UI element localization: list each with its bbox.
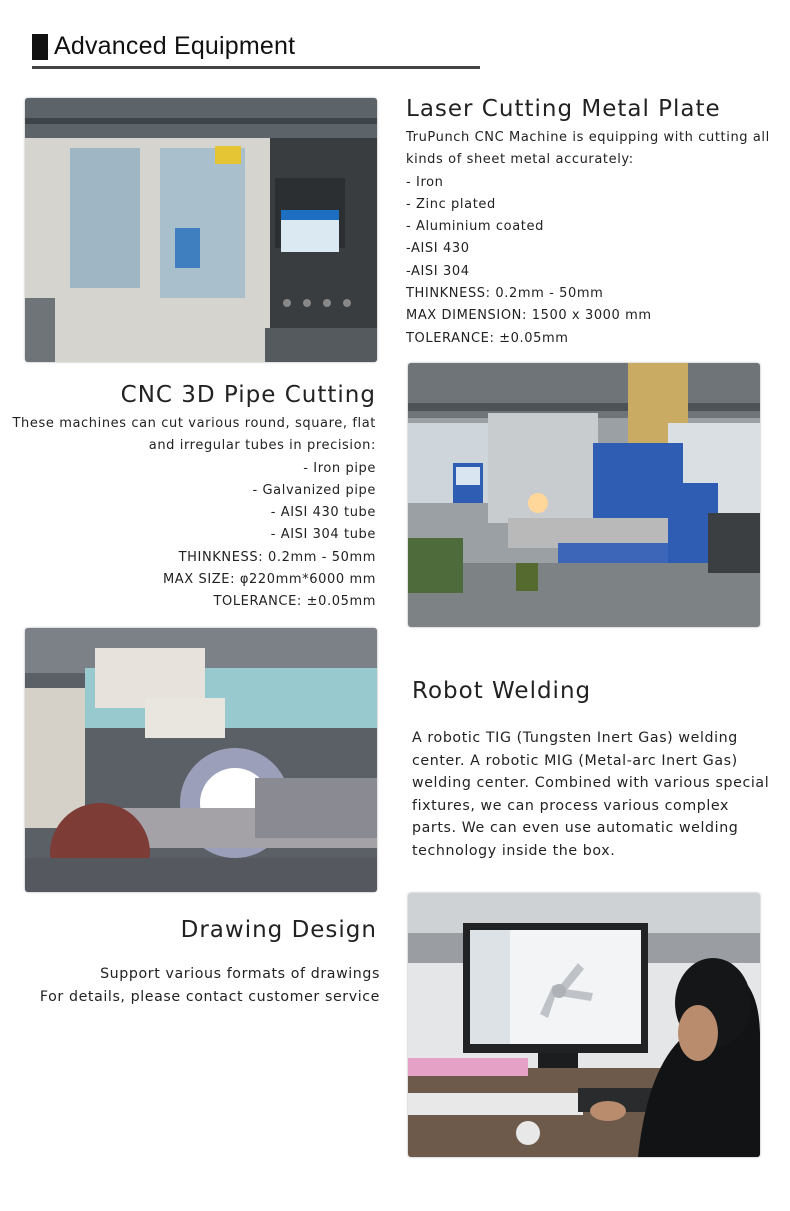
laser-line: - Aluminium coated — [406, 219, 544, 235]
welding-description — [412, 727, 769, 862]
pipe-line: - Iron pipe — [303, 460, 376, 476]
laser-line: TOLERANCE: ±0.05mm — [406, 330, 569, 346]
design-line: Support various formats of drawings — [100, 966, 380, 982]
welding-line: parts. We can even use automatic welding — [412, 820, 739, 836]
pipe-line: TOLERANCE: ±0.05mm — [213, 594, 376, 610]
design-description — [10, 963, 380, 1008]
laser-line: kinds of sheet metal accurately: — [406, 152, 634, 168]
header-underline — [32, 66, 480, 69]
robot-welding-photo — [25, 628, 377, 892]
pipe-line: THINKNESS: 0.2mm - 50mm — [178, 549, 376, 565]
pipe-line: These machines can cut various round, square, flat — [12, 416, 376, 431]
laser-line: -AISI 304 — [406, 263, 470, 279]
laser-line: TruPunch CNC Machine is equipping with cutting all — [406, 130, 770, 145]
welding-line: fixtures, we can process various complex — [412, 797, 729, 814]
drawing-design-photo — [408, 893, 760, 1157]
laser-line: - Iron — [406, 174, 444, 190]
pipe-line: - AISI 304 tube — [270, 527, 376, 543]
pipe-line: and irregular tubes in precision: — [148, 438, 376, 454]
header-marker — [32, 34, 48, 60]
laser-line: MAX DIMENSION: 1500 x 3000 mm — [406, 308, 652, 324]
section-title: Advanced Equipment — [54, 32, 296, 60]
pipe-title: CNC 3D Pipe Cutting — [120, 382, 376, 408]
laser-description — [406, 127, 770, 350]
laser-line: THINKNESS: 0.2mm - 50mm — [406, 286, 604, 302]
welding-title: Robot Welding — [412, 678, 592, 704]
welding-line: welding center. Combined with various special — [412, 775, 770, 791]
pipe-line: MAX SIZE: φ220mm*6000 mm — [162, 572, 376, 588]
laser-title: Laser Cutting Metal Plate — [406, 96, 721, 122]
design-title: Drawing Design — [180, 917, 377, 943]
section-header — [32, 30, 480, 72]
pipe-cutting-photo — [408, 363, 760, 627]
design-line: For details, please contact customer service — [39, 988, 380, 1005]
pipe-line: - AISI 430 tube — [270, 505, 376, 521]
laser-cutting-photo — [25, 98, 377, 362]
laser-line: - Zinc plated — [406, 196, 496, 212]
welding-line: center. A robotic MIG (Metal-arc Inert Gas) — [412, 752, 738, 769]
pipe-line: - Galvanized pipe — [252, 482, 376, 498]
pipe-description — [10, 413, 376, 614]
laser-line: -AISI 430 — [406, 241, 470, 257]
welding-line: A robotic TIG (Tungsten Inert Gas) welding — [412, 730, 738, 746]
welding-line: technology inside the box. — [412, 842, 616, 859]
